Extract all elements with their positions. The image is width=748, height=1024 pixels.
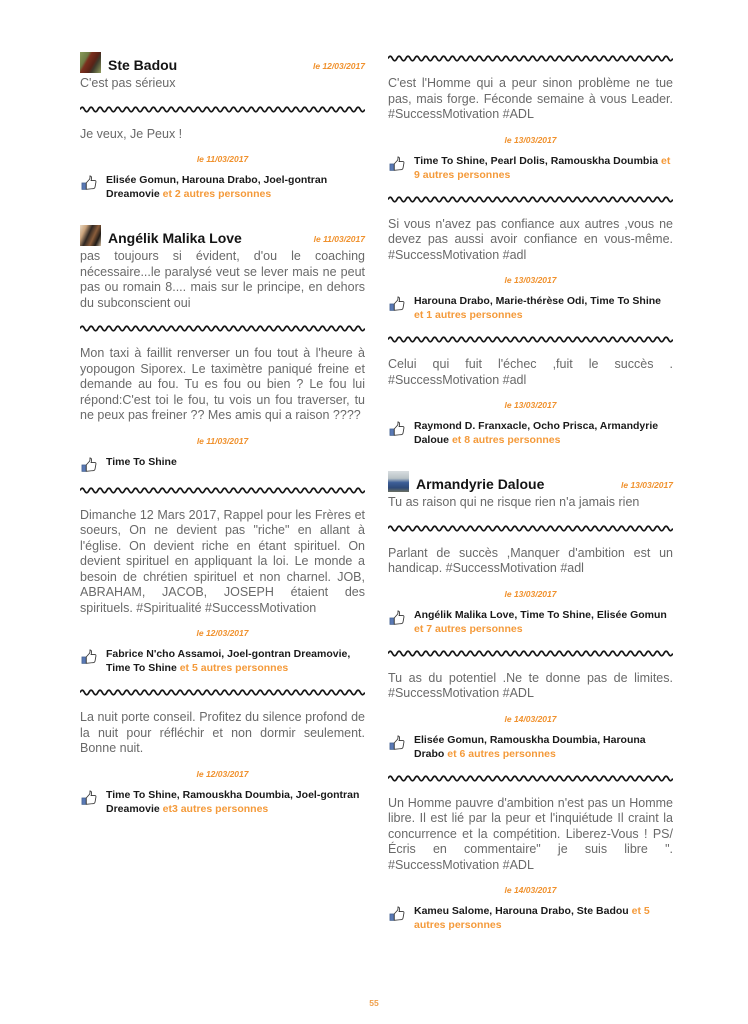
post-text: Tu as du potentiel .Ne te donne pas de limites. #SuccessMotivation #ADL bbox=[388, 670, 673, 700]
like-icon bbox=[389, 609, 406, 626]
like-icon bbox=[389, 420, 406, 437]
likes-text bbox=[414, 154, 673, 182]
avatar bbox=[80, 52, 101, 73]
post-date: le 11/03/2017 bbox=[196, 154, 249, 164]
wavy-separator bbox=[80, 324, 365, 333]
post bbox=[80, 508, 365, 676]
post-date: le 13/03/2017 bbox=[621, 480, 673, 490]
post-date: le 12/03/2017 bbox=[196, 768, 249, 779]
likes-more: et 5 autres personnes bbox=[414, 905, 650, 931]
likes-text bbox=[106, 788, 365, 816]
likes-text bbox=[106, 173, 365, 201]
post-date: le 13/03/2017 bbox=[504, 275, 557, 285]
likes-more: et 5 autres personnes bbox=[179, 662, 289, 674]
post-text: C'est pas sérieux bbox=[80, 76, 176, 90]
wavy-separator bbox=[80, 486, 365, 495]
author-name: Angélik Malika Love bbox=[108, 229, 242, 246]
likes-names: Angélik Malika Love, Time To Shine, Elisée Gomun bbox=[414, 608, 667, 621]
likes-more: et 2 autres personnes bbox=[162, 188, 272, 200]
wavy-separator bbox=[388, 649, 673, 658]
post-text: pas toujours si évident, d'ou le coaching nécessaire...le paralysé veut se lever mais ne peut pas ou romain 8.... mais sur le principe, en dehors du subconscient oui bbox=[80, 249, 365, 310]
likes-text bbox=[414, 733, 673, 761]
post-text: Mon taxi à faillit renverser un fou tout à l'heure à yopougon Siporex. Le taximètre paniqué freine et demande au fou. Tu es fou ou bien ? Le fou lui répond:C'est toi le fou, tu vois un fou traverser, tu ne peux pas freiner ?? Mes amis qui a raison ???? bbox=[80, 346, 365, 422]
like-icon bbox=[81, 648, 98, 665]
wavy-separator bbox=[388, 774, 673, 783]
likes-row bbox=[80, 173, 365, 201]
post-date: le 12/03/2017 bbox=[196, 628, 249, 638]
likes-more: et 1 autres personnes bbox=[414, 309, 523, 321]
likes-row bbox=[388, 733, 673, 761]
likes-names: Elisée Gomun, Harouna Drabo, Joel-gontran Dreamovie bbox=[106, 174, 328, 200]
like-icon bbox=[81, 456, 98, 473]
post bbox=[80, 52, 365, 92]
post-text: Dimanche 12 Mars 2017, Rappel pour les Frères et soeurs, On ne devient pas "riche" en allant à l'église. On devient riche en étant spirituel. On devient spirituel en appliquant la loi. Le monde a besoin de chrétien spirituel et non charnel. JOB, ABRAHAM, JACOB, JOSEPH étaient des spirituels. #Spiritualité #SuccessMotivation bbox=[80, 507, 365, 615]
post bbox=[80, 225, 365, 311]
wavy-separator bbox=[80, 688, 365, 697]
likes-more: et 6 autres personnes bbox=[447, 747, 556, 760]
like-icon bbox=[389, 155, 406, 172]
likes-row bbox=[388, 419, 673, 447]
post-text: Je veux, Je Peux ! bbox=[80, 126, 183, 141]
post-text: Celui qui fuit l'échec ,fuit le succès . #SuccessMotivation #adl bbox=[388, 357, 673, 387]
likes-text bbox=[106, 647, 365, 675]
author-name: Ste Badou bbox=[108, 56, 178, 73]
post-date: le 14/03/2017 bbox=[504, 885, 557, 895]
wavy-separator bbox=[388, 335, 673, 344]
likes-names: Raymond D. Franxacle, Ocho Prisca, Armandyrie Daloue bbox=[414, 420, 659, 446]
likes-names: Time To Shine, Pearl Dolis, Ramouskha Doumbia bbox=[414, 154, 659, 167]
post-date: le 12/03/2017 bbox=[313, 61, 365, 71]
likes-row bbox=[80, 647, 365, 675]
post-text: Tu as raison qui ne risque rien n'a jamais rien bbox=[388, 495, 640, 509]
wavy-separator bbox=[80, 105, 365, 114]
likes-row bbox=[80, 455, 365, 473]
post-date: le 13/03/2017 bbox=[504, 134, 557, 145]
post-date: le 11/03/2017 bbox=[313, 234, 365, 244]
likes-more: et 7 autres personnes bbox=[414, 622, 523, 635]
likes-names: Harouna Drabo, Marie-thérèse Odi, Time To Shine bbox=[414, 295, 661, 307]
avatar bbox=[80, 225, 101, 246]
likes-more: et 8 autres personnes bbox=[451, 434, 561, 446]
post-header bbox=[80, 225, 365, 246]
likes-row bbox=[388, 904, 673, 932]
like-icon bbox=[389, 295, 406, 312]
likes-text bbox=[414, 608, 673, 636]
page-number: 55 bbox=[369, 998, 379, 1008]
likes-text bbox=[106, 455, 177, 469]
post bbox=[388, 796, 673, 933]
likes-row bbox=[388, 608, 673, 636]
post bbox=[388, 471, 673, 511]
post-header bbox=[388, 471, 673, 492]
post-date: le 14/03/2017 bbox=[504, 713, 557, 724]
post-date: le 13/03/2017 bbox=[504, 400, 557, 410]
likes-text bbox=[414, 904, 673, 932]
post bbox=[80, 710, 365, 816]
likes-more: et3 autres personnes bbox=[162, 802, 269, 815]
post-text: C'est l'Homme qui a peur sinon problème ne tue pas, mais forge. Féconde semaine à vous Leader. #SuccessMotivation #ADL bbox=[388, 76, 673, 121]
left-column bbox=[80, 52, 365, 932]
like-icon bbox=[81, 789, 98, 806]
likes-names: Time To Shine bbox=[106, 455, 177, 468]
post bbox=[80, 127, 365, 202]
likes-names: Fabrice N'cho Assamoi, Joel-gontran Dreamovie, Time To Shine bbox=[106, 648, 351, 674]
post-text: Si vous n'avez pas confiance aux autres ,vous ne devez pas aussi avoir confiance en vous-même. #SuccessMotivation #adl bbox=[388, 216, 673, 262]
avatar bbox=[388, 471, 409, 492]
likes-names: Elisée Gomun, Ramouskha Doumbia, Harouna Drabo bbox=[414, 733, 646, 760]
post bbox=[80, 346, 365, 473]
like-icon bbox=[389, 905, 406, 922]
post bbox=[388, 76, 673, 182]
post-date: le 13/03/2017 bbox=[504, 588, 557, 599]
post bbox=[388, 357, 673, 447]
post-text: La nuit porte conseil. Profitez du silence profond de la nuit pour réfléchir et non dormir seulement. Bonne nuit. bbox=[80, 710, 365, 755]
likes-text bbox=[414, 294, 673, 322]
like-icon bbox=[389, 734, 406, 751]
right-column bbox=[388, 52, 673, 932]
post bbox=[388, 217, 673, 323]
post bbox=[388, 671, 673, 761]
like-icon bbox=[81, 174, 98, 191]
wavy-separator bbox=[388, 524, 673, 533]
wavy-separator bbox=[388, 54, 673, 63]
likes-row bbox=[80, 788, 365, 816]
likes-row bbox=[388, 154, 673, 182]
post bbox=[388, 546, 673, 636]
post-date: le 11/03/2017 bbox=[196, 435, 249, 446]
likes-names: Time To Shine, Ramouskha Doumbia, Joel-gontran Dreamovie bbox=[106, 788, 360, 815]
author-name: Armandyrie Daloue bbox=[416, 475, 545, 492]
likes-names: Kameu Salome, Harouna Drabo, Ste Badou bbox=[414, 905, 629, 917]
post-header bbox=[80, 52, 365, 73]
wavy-separator bbox=[388, 195, 673, 204]
post-text: Un Homme pauvre d'ambition n'est pas un Homme libre. Il est lié par la peur et l'inquiétude Il craint la concurrence et la compétition. Liberez-Vous ! PS/ Écris en commentaire" je suis libre ". #SuccessMotivation #ADL bbox=[388, 795, 673, 872]
post-text: Parlant de succès ,Manquer d'ambition est un handicap. #SuccessMotivation #adl bbox=[388, 545, 673, 575]
likes-more: et 9 autres personnes bbox=[414, 154, 671, 181]
likes-text bbox=[414, 419, 673, 447]
likes-row bbox=[388, 294, 673, 322]
